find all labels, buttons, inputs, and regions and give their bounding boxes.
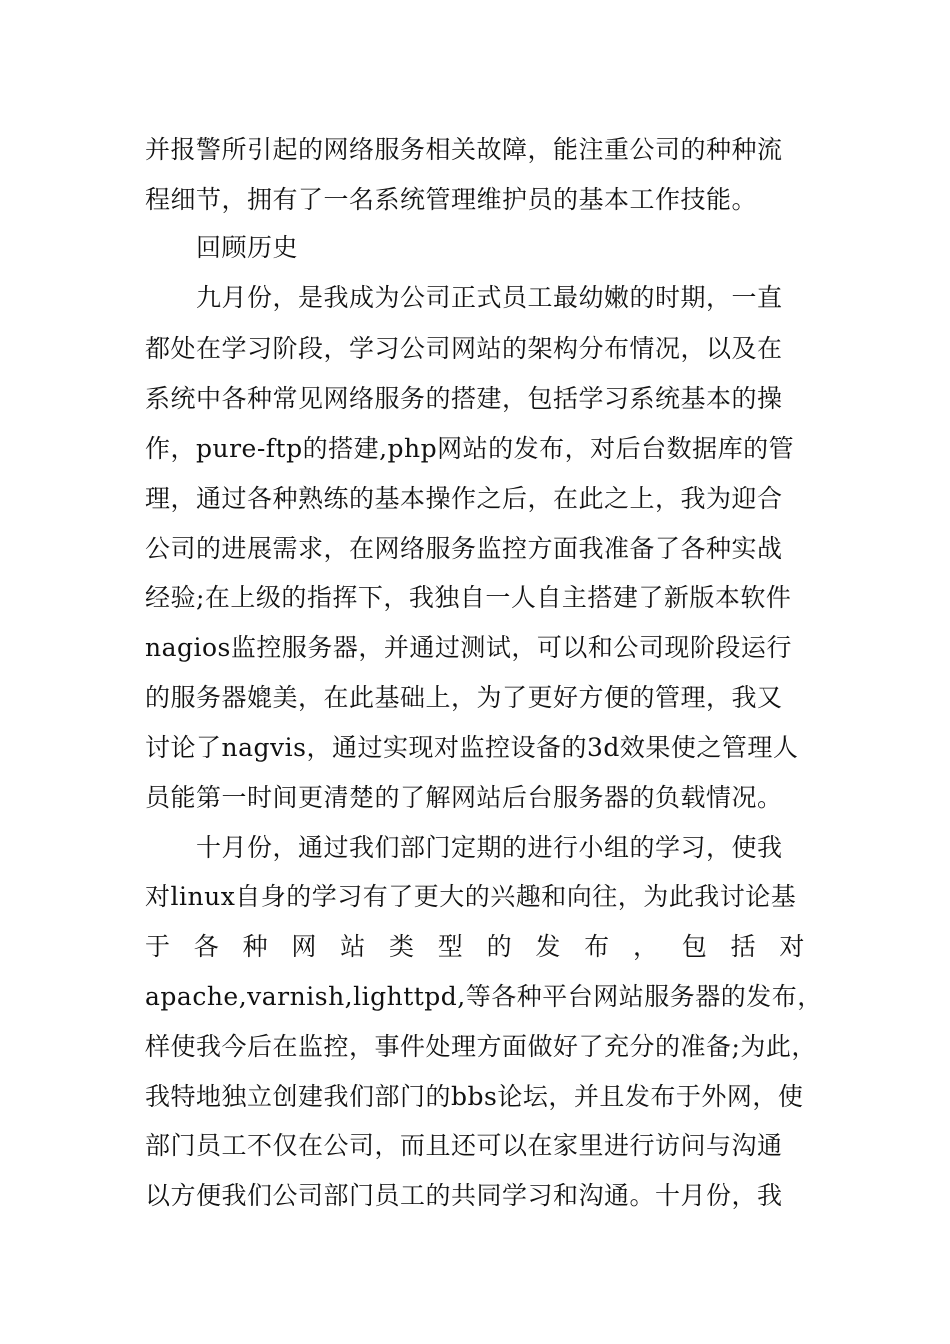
paragraph-line: 的服务器媲美，在此基础上，为了更好方便的管理，我又 bbox=[145, 683, 783, 712]
paragraph-line: 以方便我们公司部门员工的共同学习和沟通。十月份，我 bbox=[145, 1181, 783, 1210]
paragraph-line: 系统中各种常见网络服务的搭建，包括学习系统基本的操 bbox=[145, 384, 783, 413]
paragraph-line: 十月份，通过我们部门定期的进行小组的学习，使我 bbox=[196, 833, 783, 862]
justified-char: 型 bbox=[437, 932, 464, 961]
justified-char: 种 bbox=[242, 932, 269, 961]
paragraph-line: 对linux自身的学习有了更大的兴趣和向往，为此我讨论基 bbox=[145, 882, 797, 911]
justified-char: 站 bbox=[340, 932, 366, 961]
paragraph-line: 讨论了nagvis，通过实现对监控设备的3d效果使之管理人 bbox=[145, 733, 799, 762]
paragraph-line: 经验;在上级的指挥下，我独自一人自主搭建了新版本软件 bbox=[145, 583, 792, 612]
paragraph-line: 员能第一时间更清楚的了解网站后台服务器的负载情况。 bbox=[145, 783, 783, 812]
paragraph-line: 并报警所引起的网络服务相关故障，能注重公司的种种流 bbox=[145, 135, 783, 164]
paragraph-line: 我特地独立创建我们部门的bbs论坛，并且发布于外网，使 bbox=[145, 1082, 804, 1111]
paragraph-line: 公司的进展需求，在网络服务监控方面我准备了各种实战 bbox=[145, 534, 783, 563]
paragraph-line: 样使我今后在监控，事件处理方面做好了充分的准备;为此， bbox=[145, 1032, 817, 1061]
justified-char: 的 bbox=[486, 932, 513, 961]
paragraph-line: 都处在学习阶段，学习公司网站的架构分布情况，以及在 bbox=[145, 334, 783, 363]
justified-char: 包 bbox=[681, 932, 708, 961]
section-heading: 回顾历史 bbox=[196, 233, 299, 262]
justified-char: 于 bbox=[145, 932, 171, 961]
paragraph-line: 部门员工不仅在公司，而且还可以在家里进行访问与沟通 bbox=[145, 1131, 783, 1160]
paragraph-line: nagios监控服务器，并通过测试，可以和公司现阶段运行 bbox=[145, 633, 792, 662]
justified-char: 布 bbox=[584, 932, 610, 961]
justified-line bbox=[145, 929, 805, 965]
justified-char: 网 bbox=[291, 932, 317, 961]
paragraph-line: 九月份，是我成为公司正式员工最幼嫩的时期，一直 bbox=[196, 283, 783, 312]
paragraph-line: 程细节，拥有了一名系统管理维护员的基本工作技能。 bbox=[145, 185, 758, 214]
justified-char: 对 bbox=[779, 932, 805, 961]
justified-char: 类 bbox=[388, 932, 415, 961]
justified-char: ， bbox=[632, 932, 659, 961]
paragraph-line: 理，通过各种熟练的基本操作之后，在此之上，我为迎合 bbox=[145, 484, 783, 513]
paragraph-line: apache,varnish,lighttpd,等各种平台网站服务器的发布， bbox=[145, 982, 823, 1011]
justified-char: 括 bbox=[730, 932, 757, 961]
justified-char: 各 bbox=[193, 932, 220, 961]
paragraph-line: 作，pure-ftp的搭建,php网站的发布，对后台数据库的管 bbox=[145, 434, 795, 463]
justified-char: 发 bbox=[535, 932, 561, 961]
